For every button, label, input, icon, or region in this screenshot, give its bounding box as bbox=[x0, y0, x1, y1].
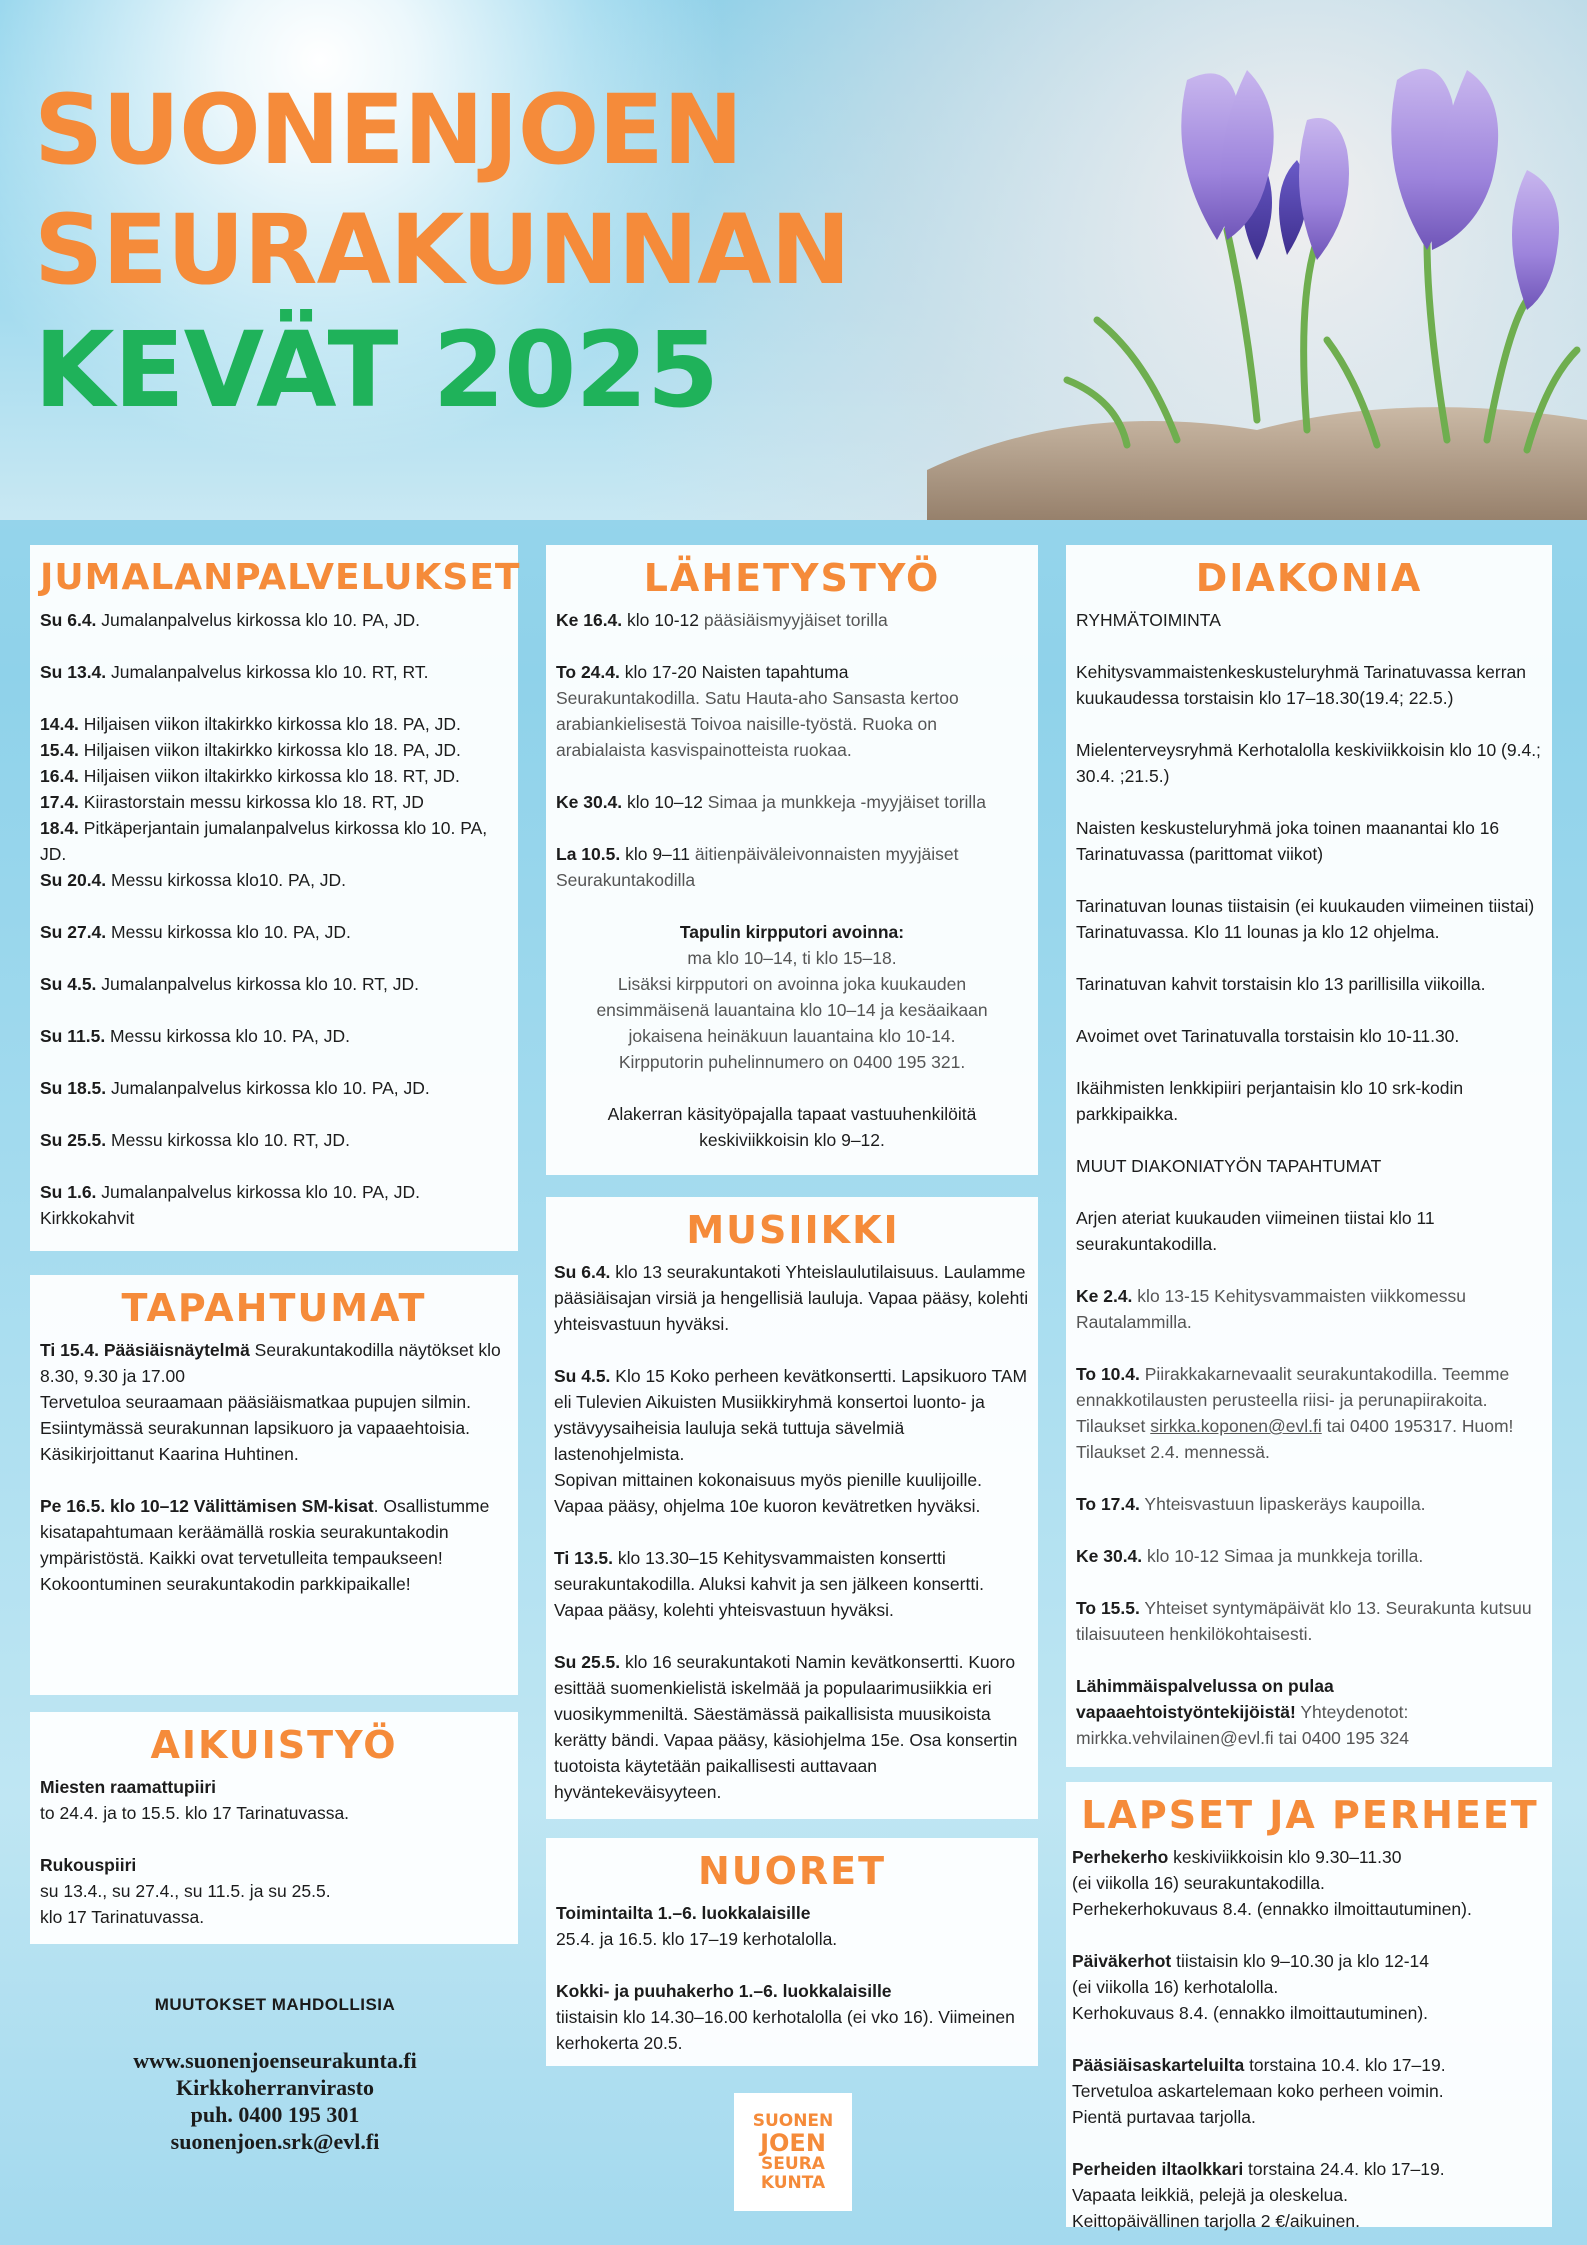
concert-item bbox=[554, 1259, 1032, 1337]
club-item bbox=[556, 1900, 1028, 1952]
activity-text: torstaina 10.4. klo 17–19. bbox=[1244, 2055, 1446, 2075]
hero-banner bbox=[0, 0, 1587, 520]
service-date: 17.4. bbox=[40, 792, 79, 812]
group-activity: Mielenterveysryhmä Kerhotalolla keskiviikkoisin klo 10 (9.4.; 30.4. ;21.5.) bbox=[1076, 740, 1541, 786]
event-date: To 15.5. bbox=[1076, 1598, 1140, 1618]
activity-text: keskiviikkoisin klo 9.30–11.30 bbox=[1168, 1847, 1402, 1867]
title-line-2: SEURAKUNNAN bbox=[34, 194, 850, 306]
office-phone: puh. 0400 195 301 bbox=[190, 2102, 360, 2127]
section-title-musiikki: MUSIIKKI bbox=[686, 1208, 900, 1252]
logo-text: KUNTA bbox=[760, 2172, 826, 2193]
event-text: Yhteiset syntymäpäivät klo 13. Seurakunta kutsuu tilaisuuteen henkilökohtaisesti. bbox=[1076, 1598, 1532, 1644]
group-activity: Naisten keskusteluryhmä joka toinen maanantai klo 16 Tarinatuvassa (parittomat viikot) bbox=[1076, 818, 1500, 864]
service-text: Messu kirkossa klo 10. PA, JD. bbox=[105, 1026, 350, 1046]
subheading-muut: MUUT DIAKONIATYÖN TAPAHTUMAT bbox=[1076, 1156, 1382, 1176]
service-item bbox=[40, 1075, 508, 1101]
family-activity bbox=[1072, 2156, 1548, 2234]
diakonia-event bbox=[1076, 1595, 1542, 1647]
card-jumalanpalvelukset bbox=[30, 545, 521, 1251]
service-text: Hiljaisen viikon iltakirkko kirkossa klo 18. PA, JD. bbox=[78, 740, 461, 760]
event-text: klo 10–12 bbox=[622, 792, 708, 812]
service-date: Su 25.5. bbox=[40, 1130, 107, 1150]
club-text: 25.4. ja 16.5. klo 17–19 kerhotalolla. bbox=[556, 1929, 838, 1949]
concert-date: Su 4.5. bbox=[554, 1366, 611, 1386]
logo-text: SEURA bbox=[761, 2153, 825, 2174]
service-item bbox=[40, 815, 508, 867]
event-date: Ke 2.4. bbox=[1076, 1286, 1133, 1306]
concert-item bbox=[554, 1545, 1032, 1623]
event-text: Käsikirjoittanut Kaarina Huhtinen. bbox=[40, 1444, 299, 1464]
activity-text: tiistaisin klo 9–10.30 ja klo 12-14 bbox=[1171, 1951, 1430, 1971]
diakonia-event bbox=[1076, 1283, 1542, 1335]
concert-text: klo 13.30–15 Kehitysvammaisten konsertti seurakuntakodilla. Aluksi kahvit ja sen jälkeen konsertti. Vapaa pääsy, kolehti yhteisvastuun hyväksi. bbox=[554, 1548, 984, 1620]
event-item bbox=[40, 1337, 508, 1467]
service-text: Jumalanpalvelus kirkossa klo 10. RT, RT. bbox=[106, 662, 429, 682]
service-item bbox=[40, 607, 508, 633]
service-text: Jumalanpalvelus kirkossa klo 10. PA, JD. Kirkkokahvit bbox=[40, 1182, 420, 1228]
service-date: Su 18.5. bbox=[40, 1078, 107, 1098]
group-title: Rukouspiiri bbox=[40, 1855, 137, 1875]
group-activity: Ikäihmisten lenkkipiiri perjantaisin klo 10 srk-kodin parkkipaikka. bbox=[1076, 1078, 1464, 1124]
event-text: klo 9–11 bbox=[620, 844, 695, 864]
service-item bbox=[40, 1023, 508, 1049]
event-title: Pe 16.5. klo 10–12 Välittämisen SM-kisat bbox=[40, 1496, 374, 1516]
service-item bbox=[40, 711, 508, 737]
title-line-1: SUONENJOEN bbox=[34, 74, 743, 186]
event-text: Piirakkakarnevaalit seurakuntakodilla. Teemme ennakkotilausten perusteella riisi- ja perunapiirakoita. Tilaukset bbox=[1076, 1364, 1510, 1436]
section-title-aikuistyo: AIKUISTYÖ bbox=[150, 1723, 398, 1767]
office-name: Kirkkoherranvirasto bbox=[176, 2075, 374, 2100]
card-nuoret bbox=[546, 1838, 1038, 2066]
event-text: klo 10-12 bbox=[622, 610, 704, 630]
craft-workshop-info: Alakerran käsityöpajalla tapaat vastuuhenkilöitä keskiviikkoisin klo 9–12. bbox=[607, 1104, 977, 1150]
activity-text: Pientä purtavaa tarjolla. bbox=[1072, 2107, 1256, 2127]
activity-text: (ei viikolla 16) seurakuntakodilla. bbox=[1072, 1873, 1325, 1893]
event-title: Ti 15.4. Pääsiäisnäytelmä bbox=[40, 1340, 250, 1360]
event-date: To 10.4. bbox=[1076, 1364, 1140, 1384]
concert-text: klo 16 seurakuntakoti Namin kevätkonsertti. Kuoro esittää suomenkielistä iskelmää ja populaarimusiikkia eri vuosikymmeniltä. Säestämässä paikallisista muusikoista kerätty bändi. Vapaa pääsy, käsiohjelma 15e. Osa konsertin tuotoista käytetään paikallisesti auttavaan hyväntekeväisyyteen. bbox=[554, 1652, 1018, 1802]
service-date: Su 27.4. bbox=[40, 922, 107, 942]
concert-item bbox=[554, 1363, 1032, 1519]
service-date: 14.4. bbox=[40, 714, 79, 734]
event-date: Ke 16.4. bbox=[556, 610, 623, 630]
club-title: Kokki- ja puuhakerho 1.–6. luokkalaisille bbox=[556, 1981, 892, 2001]
event-text: Tervetuloa seuraamaan pääsiäismatkaa pupujen silmin. bbox=[40, 1392, 471, 1412]
event-date: Ke 30.4. bbox=[1076, 1546, 1143, 1566]
activity-text: torstaina 24.4. klo 17–19. bbox=[1243, 2159, 1445, 2179]
concert-text: Klo 15 Koko perheen kevätkonsertti. Lapsikuoro TAM eli Tulevien Aikuisten Musiikkiryhmä konsertoi luonto- ja ystävyysaiheisia lauluja sekä tuttuja sävelmiä lastenohjelmista. bbox=[554, 1366, 1028, 1464]
service-text: Pitkäperjantain jumalanpalvelus kirkossa klo 10. PA, JD. bbox=[40, 818, 488, 864]
service-item bbox=[40, 659, 508, 685]
card-tapahtumat bbox=[30, 1275, 518, 1695]
event-date: Ke 30.4. bbox=[556, 792, 623, 812]
card-diakonia bbox=[1066, 545, 1552, 1767]
group-text: to 24.4. ja to 15.5. klo 17 Tarinatuvassa. bbox=[40, 1803, 350, 1823]
event-date: La 10.5. bbox=[556, 844, 621, 864]
activity-text: Vapaata leikkiä, pelejä ja oleskelua. bbox=[1072, 2185, 1348, 2205]
event-text: klo 17-20 Naisten tapahtuma bbox=[619, 662, 849, 682]
club-title: Toimintailta 1.–6. luokkalaisille bbox=[556, 1903, 811, 1923]
event-text: Yhteisvastuun lipaskeräys kaupoilla. bbox=[1139, 1494, 1426, 1514]
event-text: . Osallistumme kisatapahtumaan keräämällä roskia seurakuntakodin ympäristöstä. Kaikki ovat tervetulleita tempaukseen! Kokoontuminen seurakuntakodin parkkipaikalle! bbox=[40, 1496, 490, 1594]
section-title-tapahtumat: TAPAHTUMAT bbox=[121, 1286, 427, 1330]
volunteer-contact: Yhteydenotot: mirkka.vehvilainen@evl.fi tai 0400 195 324 bbox=[1076, 1702, 1409, 1748]
section-title-nuoret: NUORET bbox=[697, 1849, 887, 1893]
volunteer-call bbox=[1076, 1673, 1542, 1751]
activity-text: Tervetuloa askartelemaan koko perheen voimin. bbox=[1072, 2081, 1444, 2101]
crocus-flowers-image bbox=[927, 0, 1587, 520]
card-musiikki bbox=[546, 1197, 1038, 1819]
service-date: Su 20.4. bbox=[40, 870, 107, 890]
event-text: klo 13-15 Kehitysvammaisten viikkomessu Rautalammilla. bbox=[1076, 1286, 1467, 1332]
group-activity: Avoimet ovet Tarinatuvalla torstaisin klo 10-11.30. bbox=[1076, 1026, 1460, 1046]
club-text: tiistaisin klo 14.30–16.00 kerhotalolla (ei vko 16). Viimeinen kerhokerta 20.5. bbox=[556, 2007, 1015, 2053]
service-date: Su 13.4. bbox=[40, 662, 107, 682]
logo-text: JOEN bbox=[760, 2128, 826, 2157]
group-item bbox=[40, 1852, 508, 1930]
event-item bbox=[40, 1493, 508, 1597]
section-title-lapset: LAPSET JA PERHEET bbox=[1081, 1793, 1539, 1837]
service-item bbox=[40, 919, 508, 945]
website-link[interactable]: www.suonenjoenseurakunta.fi bbox=[133, 2048, 417, 2073]
diakonia-event bbox=[1076, 1361, 1542, 1465]
activity-title: Päiväkerhot bbox=[1072, 1951, 1172, 1971]
flea-market-info bbox=[556, 919, 1028, 1075]
activity-text: (ei viikolla 16) kerhotalolla. bbox=[1072, 1977, 1279, 1997]
event-text: pääsiäismyyjäiset torilla bbox=[703, 610, 888, 630]
changes-note: MUUTOKSET MAHDOLLISIA bbox=[154, 1995, 396, 2014]
event-item bbox=[556, 659, 1028, 763]
service-text: Jumalanpalvelus kirkossa klo 10. PA, JD. bbox=[96, 610, 420, 630]
group-text: su 13.4., su 27.4., su 11.5. ja su 25.5. bbox=[40, 1881, 331, 1901]
service-text: Hiljaisen viikon iltakirkko kirkossa klo 18. RT, JD. bbox=[78, 766, 460, 786]
concert-text: Sopivan mittainen kokonaisuus myös pienille kuulijoille. Vapaa pääsy, ohjelma 10e kuoron kevätretken hyväksi. bbox=[554, 1470, 983, 1516]
activity-title: Perheiden iltaolkkari bbox=[1072, 2159, 1244, 2179]
order-email-link[interactable]: sirkka.koponen@evl.fi bbox=[1150, 1416, 1322, 1436]
event-date: To 24.4. bbox=[556, 662, 620, 682]
section-title-jumalanpalvelukset: JUMALANPALVELUKSET bbox=[40, 557, 521, 598]
concert-date: Su 6.4. bbox=[554, 1262, 611, 1282]
page-title bbox=[34, 70, 850, 430]
service-date: 18.4. bbox=[40, 818, 79, 838]
service-text: Messu kirkossa klo10. PA, JD. bbox=[106, 870, 347, 890]
title-line-3: KEVÄT 2025 bbox=[34, 309, 719, 431]
card-aikuistyo bbox=[30, 1712, 518, 1944]
service-text: Jumalanpalvelus kirkossa klo 10. PA, JD. bbox=[106, 1078, 430, 1098]
diakonia-event bbox=[1076, 1543, 1542, 1569]
section-title-lahetystyo: LÄHETYSTYÖ bbox=[643, 556, 941, 600]
service-date: 16.4. bbox=[40, 766, 79, 786]
card-lapset-ja-perheet bbox=[1066, 1782, 1552, 2231]
parish-logo bbox=[734, 2093, 852, 2211]
event-text: Simaa ja munkkeja -myyjäiset torilla bbox=[707, 792, 986, 812]
group-text: klo 17 Tarinatuvassa. bbox=[40, 1907, 205, 1927]
flea-market-text: Lisäksi kirpputori on avoinna joka kuukauden ensimmäisenä lauantaina klo 10–14 ja kesäaikaan jokaisena heinäkuun lauantaina klo 10-14. bbox=[596, 974, 988, 1046]
concert-text: klo 13 seurakuntakoti Yhteislaulutilaisuus. Laulamme pääsiäisajan virsiä ja hengellisiä lauluja. Vapaa pääsy, kolehti yhteisvastuun hyväksi. bbox=[554, 1262, 1029, 1334]
group-activity: Kehitysvammaistenkeskusteluryhmä Tarinatuvassa kerran kuukaudessa torstaisin klo 17–18.30(19.4; 22.5.) bbox=[1076, 662, 1527, 708]
service-text: Messu kirkossa klo 10. PA, JD. bbox=[106, 922, 351, 942]
family-activity bbox=[1072, 2052, 1548, 2130]
concert-item bbox=[554, 1649, 1032, 1805]
club-item bbox=[556, 1978, 1028, 2056]
service-date: Su 6.4. bbox=[40, 610, 97, 630]
service-item bbox=[40, 971, 508, 997]
event-item bbox=[556, 607, 1028, 633]
event-item bbox=[556, 841, 1028, 893]
event-item bbox=[556, 789, 1028, 815]
service-item bbox=[40, 763, 508, 789]
event-text: Seurakuntakodilla. Satu Hauta-aho Sansasta kertoo arabiankielisestä Toivoa naisille-työstä. Ruoka on arabialaista kasvispainotteista ruokaa. bbox=[556, 688, 959, 760]
service-date: 15.4. bbox=[40, 740, 79, 760]
service-item bbox=[40, 1127, 508, 1153]
family-activity bbox=[1072, 1844, 1548, 1922]
contact-info bbox=[30, 1995, 520, 2155]
group-item bbox=[40, 1774, 508, 1826]
service-date: Su 11.5. bbox=[40, 1026, 106, 1046]
activity-text: Kerhokuvaus 8.4. (ennakko ilmoittautuminen). bbox=[1072, 2003, 1429, 2023]
concert-date: Su 25.5. bbox=[554, 1652, 621, 1672]
service-item bbox=[40, 789, 508, 815]
activity-title: Pääsiäisaskarteluilta bbox=[1072, 2055, 1245, 2075]
activity-text: Perhekerhokuvaus 8.4. (ennakko ilmoittautuminen). bbox=[1072, 1899, 1472, 1919]
card-lahetystyo bbox=[546, 545, 1038, 1175]
service-item bbox=[40, 867, 508, 893]
activity-text: Keittopäivällinen tarjolla 2 €/aikuinen. bbox=[1072, 2211, 1360, 2231]
event-text: klo 10-12 Simaa ja munkkeja torilla. bbox=[1142, 1546, 1424, 1566]
service-item bbox=[40, 737, 508, 763]
service-item bbox=[40, 1179, 508, 1231]
flea-market-title: Tapulin kirpputori avoinna: bbox=[679, 922, 905, 942]
service-text: Messu kirkossa klo 10. RT, JD. bbox=[106, 1130, 350, 1150]
logo-text: SUONEN bbox=[752, 2110, 834, 2131]
service-date: Su 4.5. bbox=[40, 974, 97, 994]
group-activity: Tarinatuvan kahvit torstaisin klo 13 parillisilla viikoilla. bbox=[1076, 974, 1486, 994]
diakonia-event bbox=[1076, 1491, 1542, 1517]
concert-date: Ti 13.5. bbox=[554, 1548, 614, 1568]
service-text: Jumalanpalvelus kirkossa klo 10. RT, JD. bbox=[96, 974, 420, 994]
event-date: To 17.4. bbox=[1076, 1494, 1140, 1514]
volunteer-title: Lähimmäispalvelussa on pulaa vapaaehtoistyöntekijöistä! bbox=[1076, 1676, 1334, 1722]
subheading-ryhmatoiminta: RYHMÄTOIMINTA bbox=[1076, 610, 1221, 630]
diakonia-event: Arjen ateriat kuukauden viimeinen tiistai klo 11 seurakuntakodilla. bbox=[1076, 1208, 1435, 1254]
event-text: äitienpäiväleivonnaisten myyjäiset Seurakuntakodilla bbox=[556, 844, 959, 890]
office-email[interactable]: suonenjoen.srk@evl.fi bbox=[170, 2129, 380, 2154]
service-text: Kiirastorstain messu kirkossa klo 18. RT, JD bbox=[78, 792, 424, 812]
group-title: Miesten raamattupiiri bbox=[40, 1777, 217, 1797]
section-title-diakonia: DIAKONIA bbox=[1195, 556, 1423, 600]
event-text: Seurakuntakodilla näytökset klo 8.30, 9.30 ja 17.00 bbox=[40, 1340, 501, 1386]
service-text: Hiljaisen viikon iltakirkko kirkossa klo 18. PA, JD. bbox=[78, 714, 461, 734]
service-date: Su 1.6. bbox=[40, 1182, 97, 1202]
group-activity: Tarinatuvan lounas tiistaisin (ei kuukauden viimeinen tiistai) Tarinatuvassa. Klo 11 lounas ja klo 12 ohjelma. bbox=[1076, 896, 1535, 942]
family-activity bbox=[1072, 1948, 1548, 2026]
flea-market-text: Kirpputorin puhelinnumero on 0400 195 321. bbox=[618, 1052, 966, 1072]
flea-market-text: ma klo 10–14, ti klo 15–18. bbox=[687, 948, 897, 968]
activity-title: Perhekerho bbox=[1072, 1847, 1169, 1867]
event-text: Esiintymässä seurakunnan lapsikuoro ja vapaaehtoisia. bbox=[40, 1418, 470, 1438]
event-text: tai 0400 195317. Huom! Tilaukset 2.4. mennessä. bbox=[1076, 1416, 1514, 1462]
